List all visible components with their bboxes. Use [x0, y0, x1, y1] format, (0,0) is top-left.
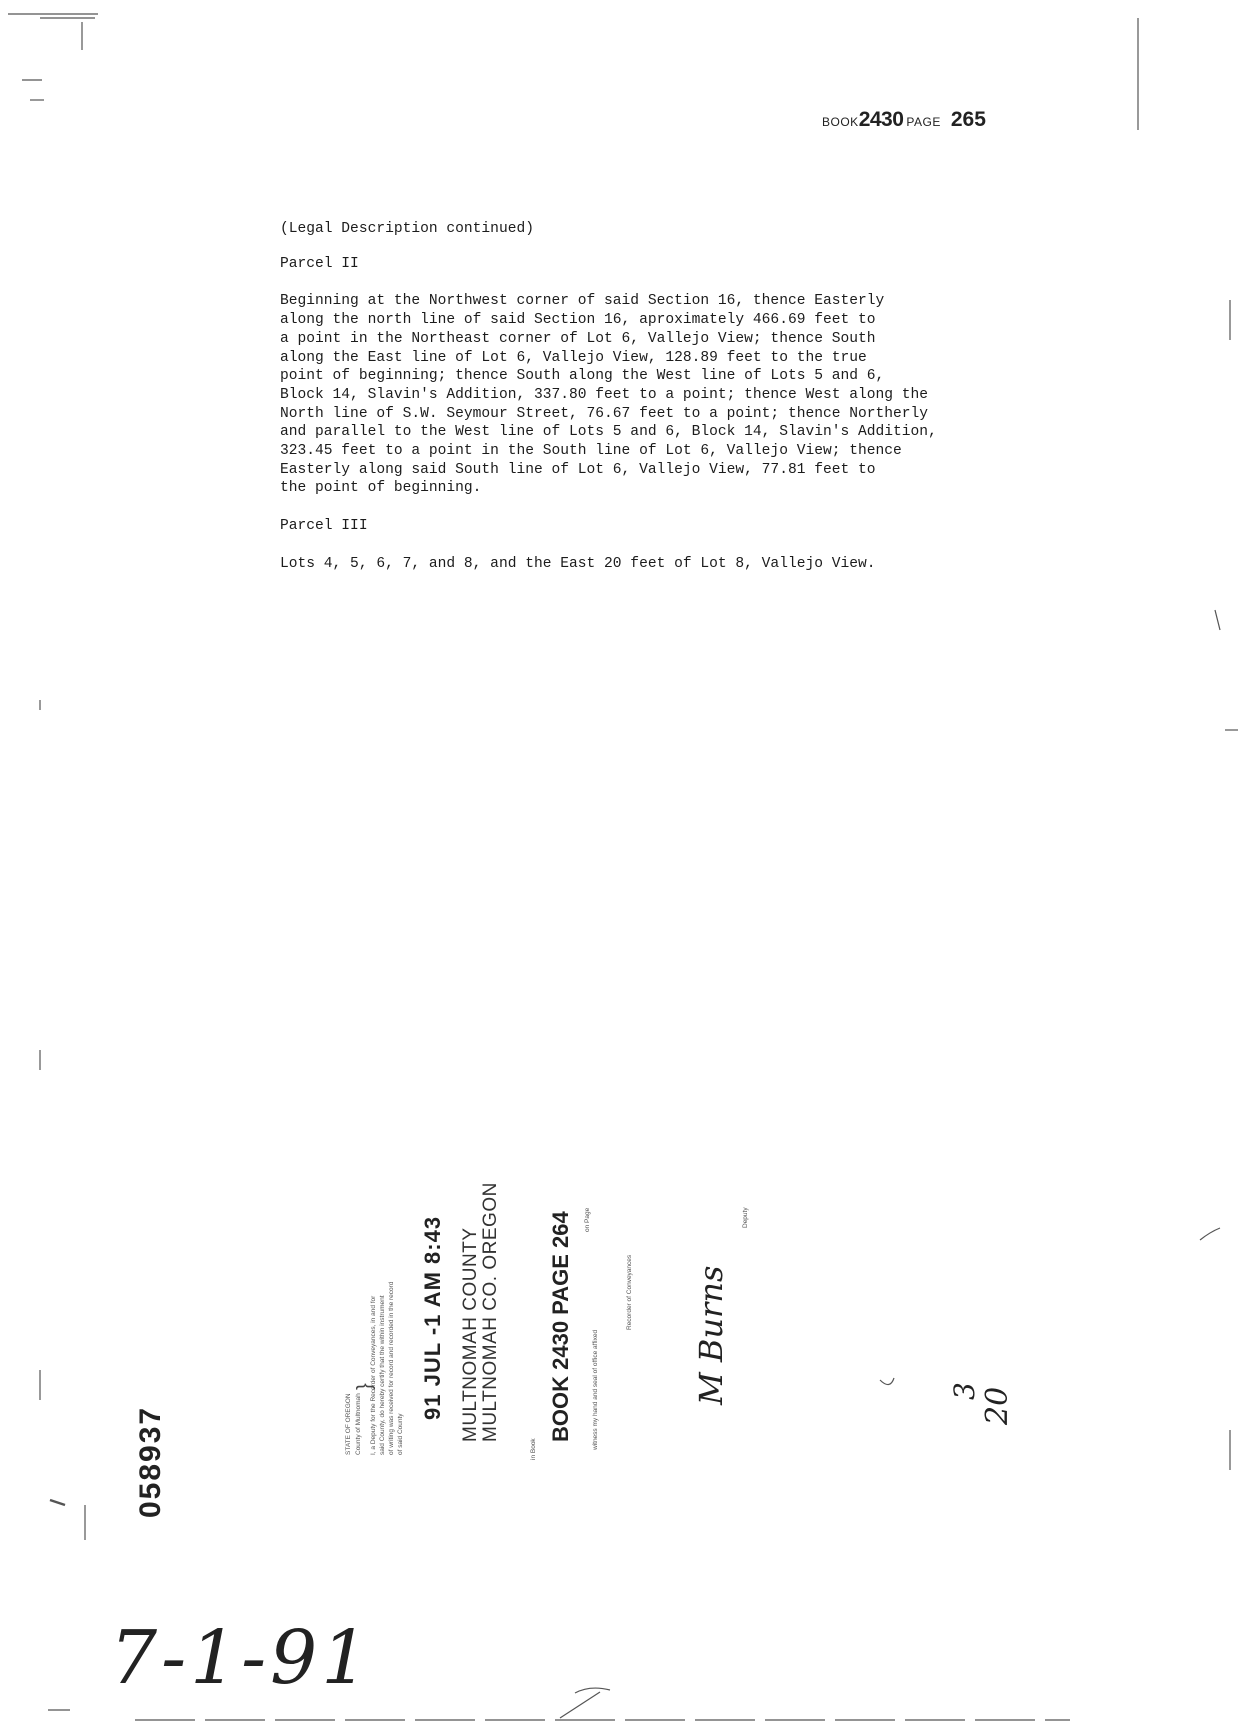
- stamp-certification-4: of said County: [397, 1413, 404, 1455]
- parcel-3-description: Lots 4, 5, 6, 7, and 8, and the East 20 feet of Lot 8, Vallejo View.: [280, 555, 876, 572]
- stamp-county-office-2: MULTNOMAH CO. OREGON: [480, 1182, 501, 1442]
- parcel-2-line: a point in the Northeast corner of Lot 6, Vallejo View; thence South: [280, 330, 876, 347]
- section-heading: (Legal Description continued): [280, 221, 534, 237]
- parcel-2-line: Easterly along said South line of Lot 6, Vallejo View, 77.81 feet to: [280, 461, 876, 478]
- parcel-2-line: North line of S.W. Seymour Street, 76.67 feet to a point; thence Northerly: [280, 405, 929, 422]
- parcel-2-title: Parcel II: [280, 255, 359, 272]
- book-number: 2430: [858, 108, 904, 131]
- parcel-2-line: 323.45 feet to a point in the South line of Lot 6, Vallejo View; thence: [280, 443, 902, 460]
- page-number: 265: [950, 108, 986, 131]
- parcel-2-line: Beginning at the Northwest corner of said Section 16, thence Easterly: [280, 293, 885, 310]
- parcel-2-line: the point of beginning.: [280, 480, 482, 497]
- page-label: PAGE: [906, 115, 941, 129]
- stamp-in-book-label: in Book: [530, 1438, 537, 1460]
- book-label: BOOK: [822, 115, 859, 129]
- stamp-witness-line: witness my hand and seal of office affixed: [592, 1329, 599, 1450]
- parcel-3-title: Parcel III: [280, 518, 368, 535]
- parcel-2-line: along the East line of Lot 6, Vallejo View, 128.89 feet to the true: [280, 349, 867, 366]
- handwritten-date: 7-1-91: [110, 1615, 373, 1701]
- file-number: 058937: [134, 1405, 167, 1518]
- stamp-brace: }: [354, 1383, 376, 1390]
- stamp-recorder-line: Recorder of Conveyances: [626, 1254, 633, 1330]
- handwritten-fee: 20: [980, 1386, 1015, 1425]
- stamp-state-line: STATE OF OREGON: [345, 1393, 352, 1455]
- stamp-book-page: BOOK 2430 PAGE 264: [548, 1211, 573, 1442]
- stamp-county-office-1: MULTNOMAH COUNTY: [460, 1227, 481, 1442]
- stamp-deputy-label: Deputy: [742, 1207, 749, 1228]
- stamp-certification-2: said County, do hereby certify that the within instrument: [379, 1295, 386, 1455]
- parcel-2-line: Block 14, Slavin's Addition, 337.80 feet to a point; thence West along the: [280, 386, 929, 403]
- handwritten-mark: 3: [948, 1382, 981, 1400]
- parcel-2-line: along the north line of said Section 16, aproximately 466.69 feet to: [280, 312, 876, 329]
- stamp-certification-1: I, a Deputy for the Recorder of Conveyances, in and for: [370, 1295, 377, 1455]
- stamp-certification-3: of writing was received for record and recorded in the record: [388, 1281, 395, 1455]
- parcel-2-line: point of beginning; thence South along the West line of Lots 5 and 6,: [280, 368, 885, 385]
- stamp-county-line: County of Multnomah: [355, 1393, 362, 1455]
- stamp-recorded-time: 91 JUL -1 AM 8:43: [420, 1215, 445, 1420]
- recorder-signature: M Burns: [692, 1265, 730, 1405]
- stamp-on-page-label: on Page: [584, 1207, 591, 1232]
- parcel-2-line: and parallel to the West line of Lots 5 and 6, Block 14, Slavin's Addition,: [280, 424, 937, 441]
